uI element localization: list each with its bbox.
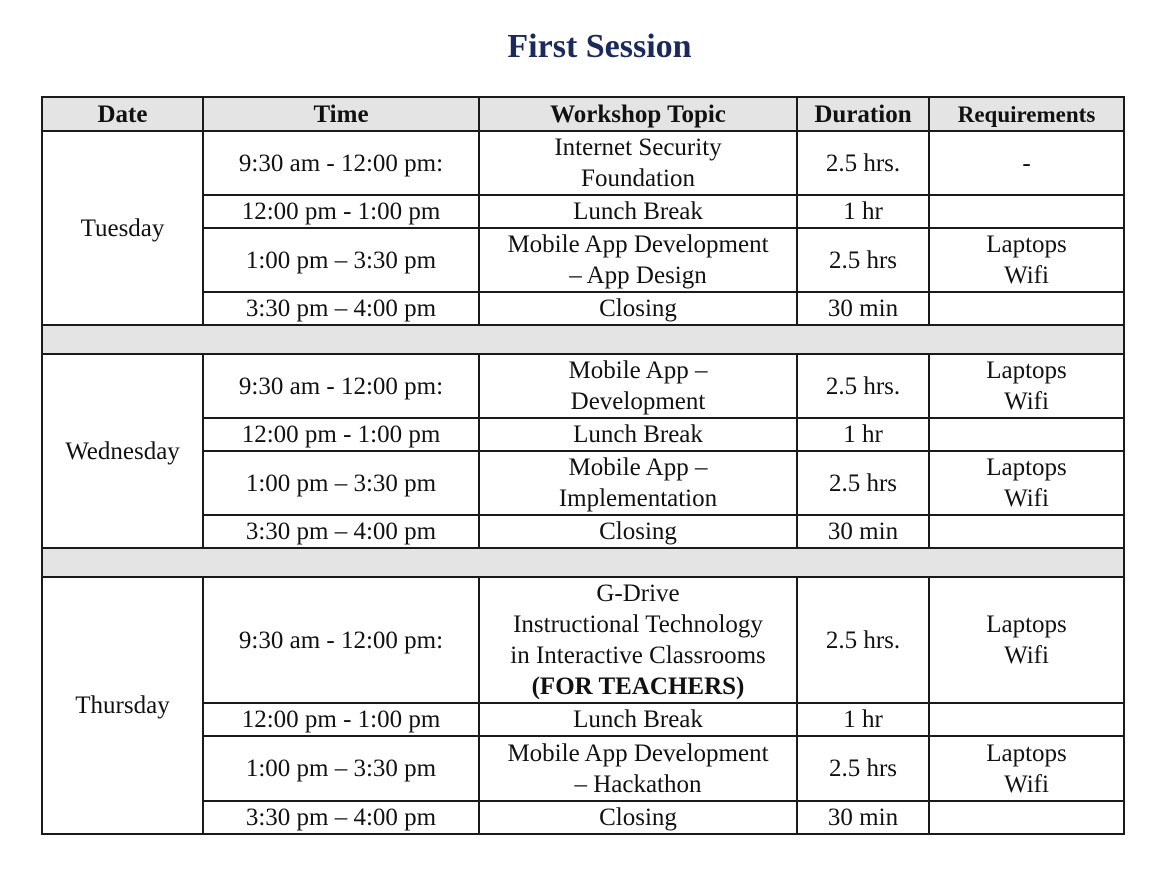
topic-line: in Interactive Classrooms: [510, 642, 766, 669]
requirement-item: Laptops: [986, 454, 1067, 481]
requirements-cell: [929, 515, 1124, 548]
requirement-item: Wifi: [1004, 485, 1049, 512]
requirements-cell: [929, 703, 1124, 736]
table-row: [42, 292, 1124, 325]
requirements-cell: [929, 736, 1124, 801]
topic-line: – Hackathon: [574, 770, 702, 798]
duration-cell: 2.5 hrs: [797, 228, 929, 292]
topic-line: Internet Security: [554, 134, 722, 161]
table-row: [42, 418, 1124, 451]
time-cell: 1:00 pm – 3:30 pm: [203, 228, 479, 292]
topic-line: G-Drive: [596, 580, 680, 607]
time-cell: 1:00 pm – 3:30 pm: [203, 736, 479, 801]
requirement-item: Laptops: [986, 357, 1067, 384]
duration-cell: 1 hr: [797, 703, 929, 736]
day-separator-row: [42, 325, 1124, 354]
header-requirements: Requirements: [929, 97, 1124, 131]
topic-line: Mobile App –: [568, 454, 708, 481]
topic-line: Closing: [599, 518, 677, 545]
table-row: [42, 703, 1124, 736]
requirements-cell: [929, 418, 1124, 451]
topic-line: Development: [570, 388, 706, 415]
time-cell: 9:30 am - 12:00 pm:: [203, 577, 479, 703]
requirements-cell: [929, 292, 1124, 325]
header-duration: Duration: [797, 97, 929, 131]
requirements-cell: [929, 131, 1124, 195]
table-row: [42, 801, 1124, 834]
topic-cell: [479, 515, 797, 548]
topic-line: Mobile App Development: [507, 739, 769, 767]
requirement-item: Laptops: [986, 739, 1067, 767]
topic-line: Implementation: [558, 485, 718, 512]
table-row: [42, 515, 1124, 548]
table-row: [42, 451, 1124, 515]
table-row: [42, 354, 1124, 418]
requirements-cell: [929, 195, 1124, 228]
topic-line: – App Design: [569, 262, 707, 289]
requirements-cell: [929, 354, 1124, 418]
time-cell: 12:00 pm - 1:00 pm: [203, 418, 479, 451]
topic-line: Mobile App –: [568, 357, 708, 384]
time-cell: 1:00 pm – 3:30 pm: [203, 451, 479, 515]
topic-cell: [479, 703, 797, 736]
schedule-body: [42, 131, 1124, 834]
day-separator-row: [42, 548, 1124, 577]
duration-cell: 2.5 hrs.: [797, 354, 929, 418]
topic-cell: [479, 736, 797, 801]
topic-cell: [479, 228, 797, 292]
table-row: [42, 195, 1124, 228]
time-cell: 9:30 am - 12:00 pm:: [203, 131, 479, 195]
duration-cell: 2.5 hrs.: [797, 577, 929, 703]
topic-line: Lunch Break: [573, 198, 703, 225]
topic-line: Lunch Break: [573, 421, 703, 448]
day-label: Thursday: [42, 577, 203, 834]
topic-emphasis: (FOR TEACHERS): [531, 673, 745, 700]
requirement-item: Wifi: [1004, 262, 1049, 289]
duration-cell: 1 hr: [797, 195, 929, 228]
time-cell: 3:30 pm – 4:00 pm: [203, 801, 479, 834]
topic-cell: [479, 801, 797, 834]
requirement-item: Wifi: [1004, 770, 1049, 798]
header-time: Time: [203, 97, 479, 131]
day-separator: [42, 548, 1124, 577]
requirements-cell: [929, 228, 1124, 292]
duration-cell: 2.5 hrs: [797, 451, 929, 515]
topic-line: Closing: [599, 295, 677, 322]
header-date: Date: [42, 97, 203, 131]
requirement-item: Wifi: [1004, 388, 1049, 415]
duration-cell: 30 min: [797, 515, 929, 548]
topic-cell: [479, 418, 797, 451]
topic-cell: [479, 354, 797, 418]
table-row: [42, 577, 1124, 703]
requirement-item: Laptops: [986, 611, 1067, 638]
time-cell: 12:00 pm - 1:00 pm: [203, 703, 479, 736]
topic-line: Closing: [599, 804, 677, 831]
day-separator: [42, 325, 1124, 354]
topic-line: Lunch Break: [573, 706, 703, 733]
topic-line: Mobile App Development: [507, 231, 769, 258]
time-cell: 12:00 pm - 1:00 pm: [203, 195, 479, 228]
time-cell: 3:30 pm – 4:00 pm: [203, 515, 479, 548]
duration-cell: 30 min: [797, 801, 929, 834]
topic-line: Instructional Technology: [513, 611, 763, 638]
day-label: Tuesday: [42, 131, 203, 325]
duration-cell: 2.5 hrs.: [797, 131, 929, 195]
table-row: [42, 736, 1124, 801]
duration-cell: 30 min: [797, 292, 929, 325]
topic-line: Foundation: [581, 165, 695, 192]
requirement-item: Wifi: [1004, 642, 1049, 669]
requirement-item: -: [1022, 149, 1031, 177]
header-row: [42, 97, 1124, 131]
topic-cell: [479, 577, 797, 703]
header-topic: Workshop Topic: [479, 97, 797, 131]
requirement-item: Laptops: [986, 231, 1067, 258]
day-label: Wednesday: [42, 354, 203, 548]
requirements-cell: [929, 577, 1124, 703]
topic-cell: [479, 131, 797, 195]
topic-cell: [479, 292, 797, 325]
requirements-cell: [929, 801, 1124, 834]
duration-cell: 1 hr: [797, 418, 929, 451]
page-title: First Session: [507, 28, 692, 65]
table-row: [42, 228, 1124, 292]
table-row: [42, 131, 1124, 195]
requirements-cell: [929, 451, 1124, 515]
duration-cell: 2.5 hrs: [797, 736, 929, 801]
topic-cell: [479, 195, 797, 228]
time-cell: 3:30 pm – 4:00 pm: [203, 292, 479, 325]
time-cell: 9:30 am - 12:00 pm:: [203, 354, 479, 418]
schedule-table: [41, 96, 1125, 835]
topic-cell: [479, 451, 797, 515]
